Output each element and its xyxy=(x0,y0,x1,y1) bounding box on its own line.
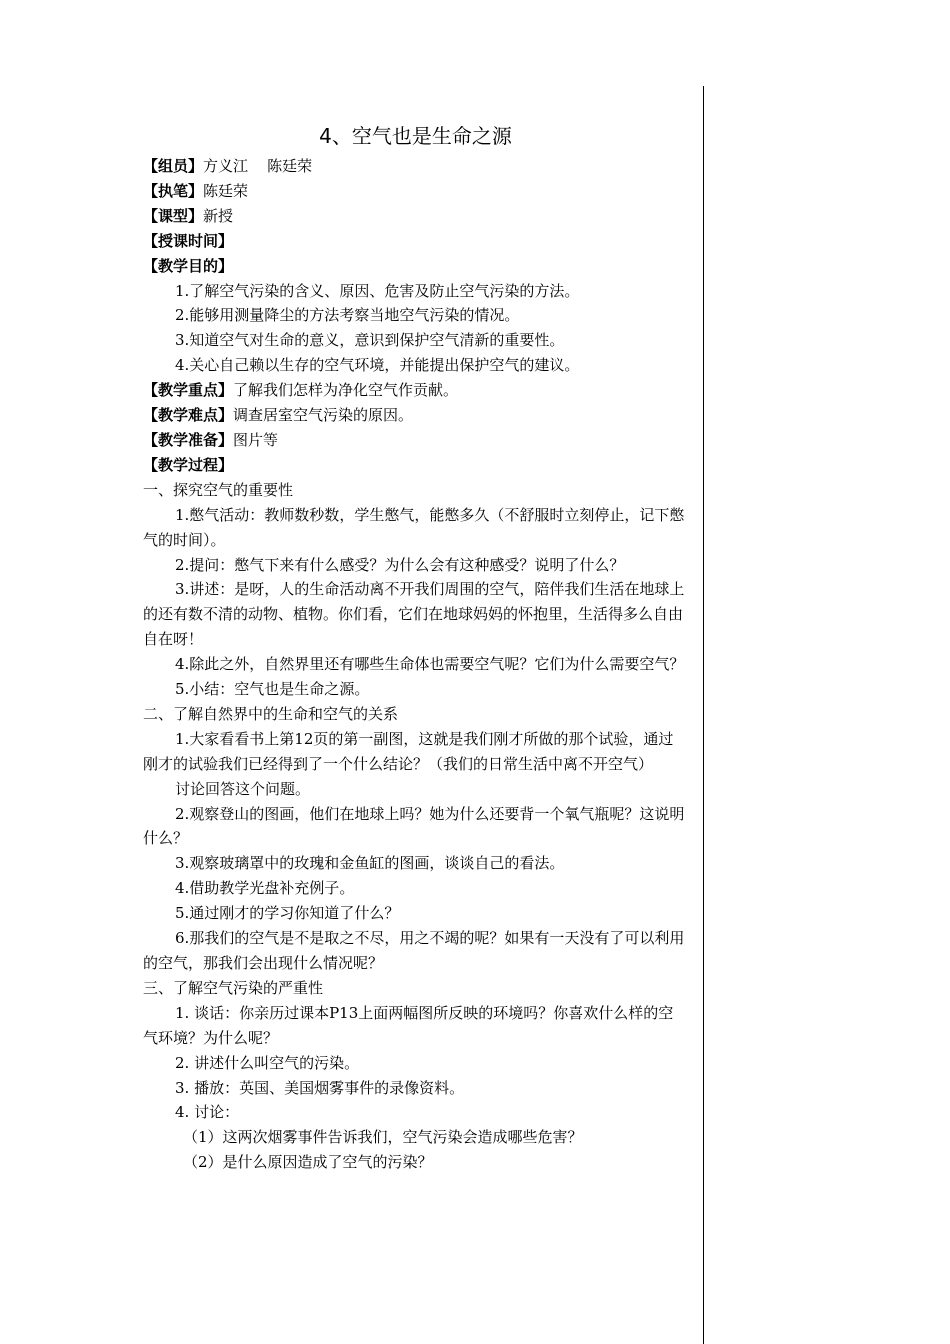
key-point-label: 【教学重点】 xyxy=(143,381,234,400)
section1-item: 3.讲述：是呀，人的生命活动离不开我们周围的空气，陪伴我们生活在地球上的还有数不清的动物、植物。你们看，它们在地球妈妈的怀抱里，生活得多么自由自在呀！ xyxy=(143,580,685,649)
goal-item: 3.知道空气对生命的意义，意识到保护空气清新的重要性。 xyxy=(175,331,565,350)
lesson-plan-document xyxy=(143,118,688,1175)
section2-item: 5.通过刚才的学习你知道了什么？ xyxy=(175,904,400,923)
members-label: 【组员】 xyxy=(143,157,204,175)
writer-value: 陈廷荣 xyxy=(203,181,249,200)
section3-item: 4. 讨论： xyxy=(175,1103,240,1122)
key-point-row xyxy=(143,378,688,403)
key-point-value: 了解我们怎样为净化空气作贡献。 xyxy=(233,381,459,400)
section-heading: 三、了解空气污染的严重性 xyxy=(143,978,324,997)
document-title: 4、空气也是生命之源 xyxy=(319,124,512,148)
members-row xyxy=(143,154,688,179)
lesson-type-row xyxy=(143,204,688,229)
goals-label: 【教学目的】 xyxy=(143,256,234,275)
section1-item: 4.除此之外，自然界里还有哪些生命体也需要空气呢？它们为什么需要空气？ xyxy=(175,655,685,674)
difficulty-row xyxy=(143,403,688,428)
lesson-time-row xyxy=(143,229,688,254)
section-heading: 二、了解自然界中的生命和空气的关系 xyxy=(143,704,399,723)
goal-item: 2.能够用测量降尘的方法考察当地空气污染的情况。 xyxy=(175,306,520,325)
section3-item: 2. 讲述什么叫空气的污染。 xyxy=(175,1053,360,1072)
goals-row xyxy=(143,254,688,279)
difficulty-label: 【教学难点】 xyxy=(143,406,234,425)
margin-rule-line xyxy=(703,86,704,1344)
section3-subitem: （2）是什么原因造成了空气的污染？ xyxy=(183,1153,433,1172)
section-heading: 一、探究空气的重要性 xyxy=(143,480,294,499)
section1-item: 5.小结：空气也是生命之源。 xyxy=(175,680,370,699)
preparation-value: 图片等 xyxy=(233,430,279,449)
section2-item: 1.大家看看书上第12页的第一副图，这就是我们刚才所做的那个试验，通过刚才的试验我们已经得到了一个什么结论？（我们的日常生活中离不开空气） xyxy=(143,729,674,773)
section2-item: 6.那我们的空气是不是取之不尽，用之不竭的呢？如果有一天没有了可以利用的空气，那我们会出现什么情况呢？ xyxy=(143,929,685,972)
goal-item: 1.了解空气污染的含义、原因、危害及防止空气污染的方法。 xyxy=(175,281,580,300)
section1-item: 2.提问：憋气下来有什么感受？为什么会有这种感受？说明了什么？ xyxy=(175,555,625,574)
members-value: 方义江 陈廷荣 xyxy=(203,157,313,175)
section2-item: 4.借助教学光盘补充例子。 xyxy=(175,879,355,898)
writer-row xyxy=(143,179,688,204)
writer-label: 【执笔】 xyxy=(143,181,204,200)
lesson-time-label: 【授课时间】 xyxy=(143,231,234,250)
preparation-label: 【教学准备】 xyxy=(143,430,234,449)
process-row xyxy=(143,453,688,478)
preparation-row xyxy=(143,428,688,453)
process-label: 【教学过程】 xyxy=(143,455,234,474)
section3-item: 3. 播放：英国、美国烟雾事件的录像资料。 xyxy=(175,1078,465,1097)
section3-item: 1. 谈话：你亲历过课本P13上面两幅图所反映的环境吗？你喜欢什么样的空气环境？为什么呢？ xyxy=(143,1003,674,1047)
lesson-type-label: 【课型】 xyxy=(143,206,204,225)
section2-item: 2.观察登山的图画，他们在地球上吗？她为什么还要背一个氧气瓶呢？这说明什么？ xyxy=(143,804,685,848)
section2-item: 讨论回答这个问题。 xyxy=(175,779,311,798)
goal-item: 4.关心自己赖以生存的空气环境，并能提出保护空气的建议。 xyxy=(175,356,580,375)
section2-item: 3.观察玻璃罩中的玫瑰和金鱼缸的图画，谈谈自己的看法。 xyxy=(175,854,565,873)
section3-subitem: （1）这两次烟雾事件告诉我们，空气污染会造成哪些危害？ xyxy=(183,1128,583,1147)
section1-item: 1.憋气活动：教师数秒数，学生憋气，能憋多久（不舒服时立刻停止，记下憋气的时间）。 xyxy=(143,505,685,549)
lesson-type-value: 新授 xyxy=(203,206,234,225)
difficulty-value: 调查居室空气污染的原因。 xyxy=(233,406,414,425)
